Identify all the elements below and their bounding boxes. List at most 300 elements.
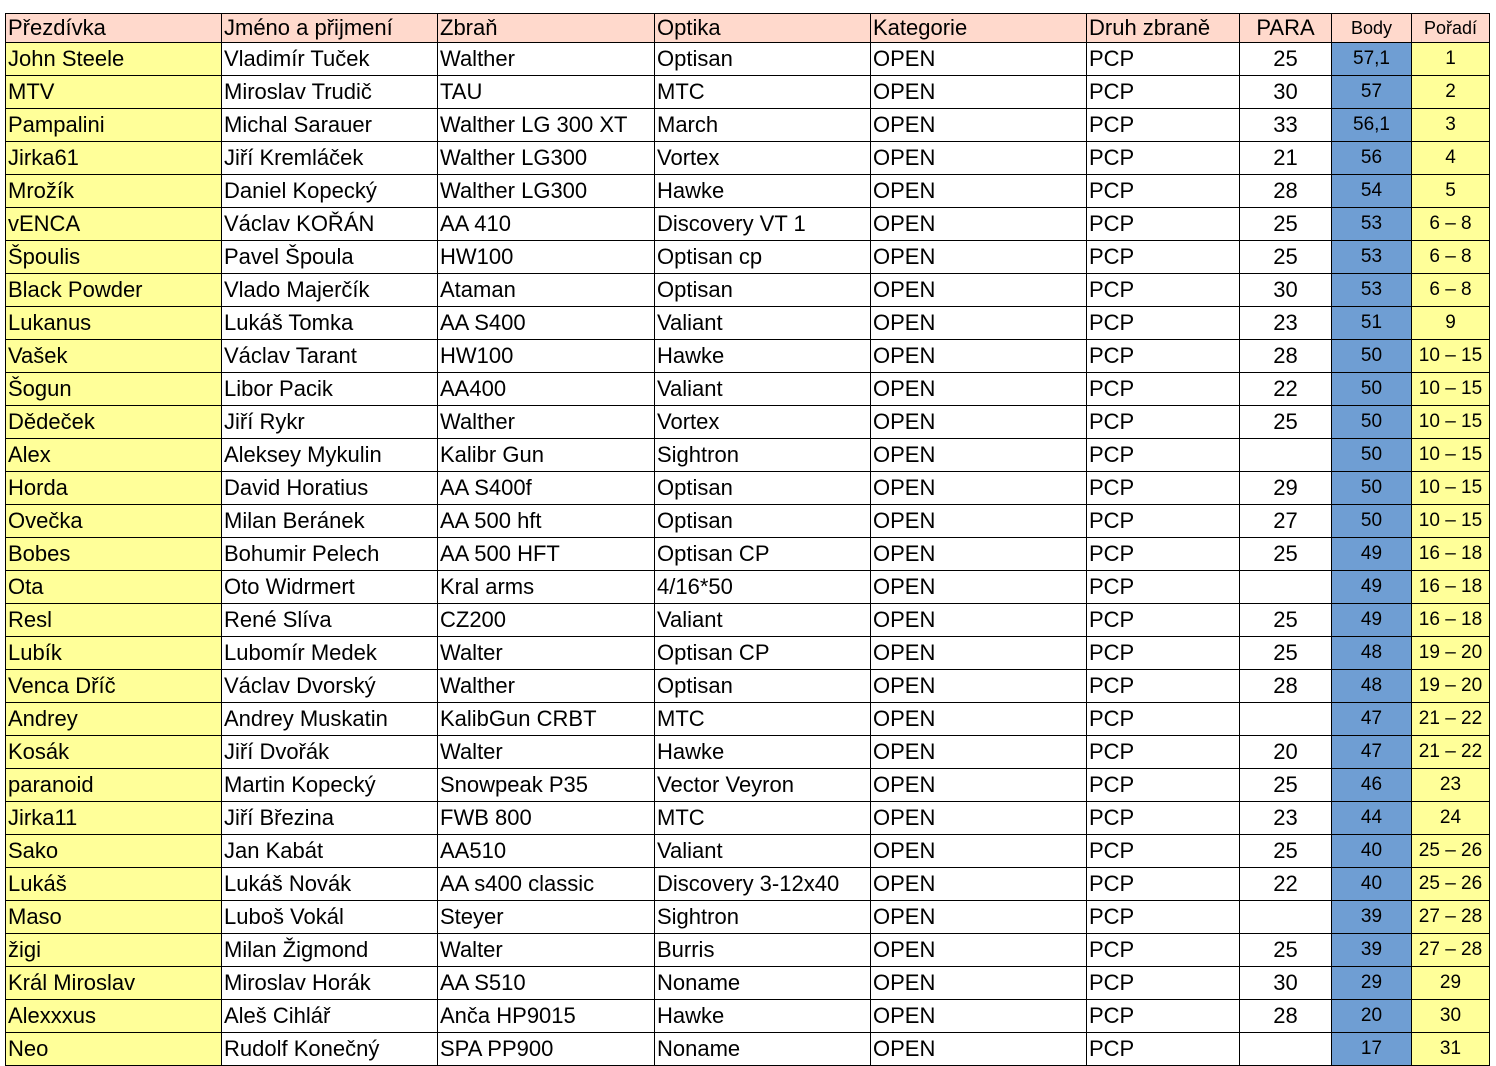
cell-rank[interactable]: 10 – 15 (1412, 406, 1490, 439)
cell-weapon-type[interactable]: PCP (1087, 802, 1240, 835)
cell-optics[interactable]: MTC (655, 802, 871, 835)
cell-category[interactable]: OPEN (871, 340, 1087, 373)
cell-rank[interactable]: 6 – 8 (1412, 208, 1490, 241)
cell-category[interactable]: OPEN (871, 439, 1087, 472)
cell-name[interactable]: Rudolf Konečný (222, 1033, 438, 1066)
cell-category[interactable]: OPEN (871, 670, 1087, 703)
cell-rank[interactable]: 4 (1412, 142, 1490, 175)
cell-optics[interactable]: Hawke (655, 175, 871, 208)
cell-optics[interactable]: Valiant (655, 373, 871, 406)
cell-nickname[interactable]: Maso (6, 901, 222, 934)
cell-name[interactable]: Pavel Špoula (222, 241, 438, 274)
cell-points[interactable]: 17 (1332, 1033, 1412, 1066)
cell-name[interactable]: Aleksey Mykulin (222, 439, 438, 472)
cell-optics[interactable]: Noname (655, 967, 871, 1000)
cell-optics[interactable]: Valiant (655, 307, 871, 340)
cell-optics[interactable]: Sightron (655, 901, 871, 934)
cell-name[interactable]: Michal Sarauer (222, 109, 438, 142)
cell-name[interactable]: Jiří Dvořák (222, 736, 438, 769)
cell-weapon-type[interactable]: PCP (1087, 241, 1240, 274)
cell-points[interactable]: 40 (1332, 835, 1412, 868)
cell-nickname[interactable]: Andrey (6, 703, 222, 736)
cell-points[interactable]: 50 (1332, 439, 1412, 472)
cell-rank[interactable]: 3 (1412, 109, 1490, 142)
cell-rank[interactable]: 10 – 15 (1412, 340, 1490, 373)
cell-nickname[interactable]: Venca Dříč (6, 670, 222, 703)
cell-rank[interactable]: 30 (1412, 1000, 1490, 1033)
cell-category[interactable]: OPEN (871, 802, 1087, 835)
cell-points[interactable]: 39 (1332, 934, 1412, 967)
cell-weapon[interactable]: Walter (438, 934, 655, 967)
cell-points[interactable]: 57,1 (1332, 43, 1412, 76)
cell-optics[interactable]: Vortex (655, 142, 871, 175)
cell-weapon-type[interactable]: PCP (1087, 538, 1240, 571)
header-name[interactable]: Jméno a přijmení (222, 14, 438, 43)
cell-category[interactable]: OPEN (871, 406, 1087, 439)
table-row (6, 175, 1490, 208)
cell-para[interactable]: 28 (1240, 1000, 1332, 1033)
cell-optics[interactable]: March (655, 109, 871, 142)
table-row (6, 274, 1490, 307)
cell-weapon-type[interactable]: PCP (1087, 769, 1240, 802)
cell-para[interactable]: 25 (1240, 637, 1332, 670)
cell-rank[interactable]: 6 – 8 (1412, 274, 1490, 307)
cell-points[interactable]: 53 (1332, 208, 1412, 241)
cell-para[interactable] (1240, 901, 1332, 934)
cell-category[interactable]: OPEN (871, 1033, 1087, 1066)
cell-rank[interactable]: 16 – 18 (1412, 604, 1490, 637)
cell-rank[interactable]: 27 – 28 (1412, 901, 1490, 934)
cell-weapon[interactable]: KalibGun CRBT (438, 703, 655, 736)
cell-optics[interactable]: Valiant (655, 604, 871, 637)
cell-points[interactable]: 57 (1332, 76, 1412, 109)
cell-weapon[interactable]: Walter (438, 736, 655, 769)
table-row (6, 967, 1490, 1000)
cell-category[interactable]: OPEN (871, 901, 1087, 934)
table-row (6, 142, 1490, 175)
cell-points[interactable]: 53 (1332, 241, 1412, 274)
cell-weapon[interactable]: SPA PP900 (438, 1033, 655, 1066)
cell-rank[interactable]: 29 (1412, 967, 1490, 1000)
cell-rank[interactable]: 27 – 28 (1412, 934, 1490, 967)
cell-category[interactable]: OPEN (871, 208, 1087, 241)
cell-category[interactable]: OPEN (871, 769, 1087, 802)
cell-nickname[interactable]: Bobes (6, 538, 222, 571)
cell-para[interactable]: 22 (1240, 868, 1332, 901)
cell-weapon-type[interactable]: PCP (1087, 505, 1240, 538)
cell-para[interactable]: 23 (1240, 307, 1332, 340)
cell-para[interactable] (1240, 439, 1332, 472)
cell-name[interactable]: Jiří Rykr (222, 406, 438, 439)
cell-points[interactable]: 46 (1332, 769, 1412, 802)
cell-nickname[interactable]: Ovečka (6, 505, 222, 538)
cell-optics[interactable]: Discovery VT 1 (655, 208, 871, 241)
cell-points[interactable]: 54 (1332, 175, 1412, 208)
cell-points[interactable]: 49 (1332, 538, 1412, 571)
cell-category[interactable]: OPEN (871, 538, 1087, 571)
cell-points[interactable]: 56,1 (1332, 109, 1412, 142)
cell-optics[interactable]: Optisan CP (655, 637, 871, 670)
cell-points[interactable]: 50 (1332, 406, 1412, 439)
cell-para[interactable]: 25 (1240, 835, 1332, 868)
cell-name[interactable]: Milan Beránek (222, 505, 438, 538)
cell-optics[interactable]: Optisan (655, 43, 871, 76)
cell-weapon-type[interactable]: PCP (1087, 670, 1240, 703)
cell-weapon[interactable]: Walther LG300 (438, 142, 655, 175)
cell-nickname[interactable]: Lubík (6, 637, 222, 670)
cell-para[interactable]: 25 (1240, 208, 1332, 241)
cell-optics[interactable]: Hawke (655, 340, 871, 373)
cell-weapon[interactable]: AA S400f (438, 472, 655, 505)
cell-rank[interactable]: 21 – 22 (1412, 736, 1490, 769)
cell-weapon-type[interactable]: PCP (1087, 175, 1240, 208)
cell-weapon[interactable]: HW100 (438, 241, 655, 274)
cell-nickname[interactable]: Jirka11 (6, 802, 222, 835)
cell-category[interactable]: OPEN (871, 1000, 1087, 1033)
cell-weapon[interactable]: Walther LG300 (438, 175, 655, 208)
cell-nickname[interactable]: Lukanus (6, 307, 222, 340)
cell-name[interactable]: Libor Pacik (222, 373, 438, 406)
cell-points[interactable]: 20 (1332, 1000, 1412, 1033)
cell-name[interactable]: Jiří Březina (222, 802, 438, 835)
cell-weapon-type[interactable]: PCP (1087, 373, 1240, 406)
cell-para[interactable]: 30 (1240, 967, 1332, 1000)
cell-weapon-type[interactable]: PCP (1087, 934, 1240, 967)
cell-weapon[interactable]: AA s400 classic (438, 868, 655, 901)
cell-nickname[interactable]: MTV (6, 76, 222, 109)
cell-name[interactable]: Lukáš Tomka (222, 307, 438, 340)
cell-optics[interactable]: MTC (655, 703, 871, 736)
cell-para[interactable] (1240, 1033, 1332, 1066)
cell-nickname[interactable]: Alexxxus (6, 1000, 222, 1033)
cell-nickname[interactable]: Vašek (6, 340, 222, 373)
cell-weapon[interactable]: Walther (438, 406, 655, 439)
cell-weapon-type[interactable]: PCP (1087, 472, 1240, 505)
header-rank[interactable]: Pořadí (1412, 14, 1490, 43)
cell-weapon[interactable]: Anča HP9015 (438, 1000, 655, 1033)
cell-weapon[interactable]: Walther LG 300 XT (438, 109, 655, 142)
cell-para[interactable]: 28 (1240, 670, 1332, 703)
cell-optics[interactable]: Burris (655, 934, 871, 967)
cell-weapon-type[interactable]: PCP (1087, 76, 1240, 109)
cell-optics[interactable]: Hawke (655, 736, 871, 769)
cell-category[interactable]: OPEN (871, 241, 1087, 274)
cell-name[interactable]: Bohumir Pelech (222, 538, 438, 571)
cell-rank[interactable]: 19 – 20 (1412, 637, 1490, 670)
cell-weapon-type[interactable]: PCP (1087, 571, 1240, 604)
cell-rank[interactable]: 6 – 8 (1412, 241, 1490, 274)
cell-optics[interactable]: MTC (655, 76, 871, 109)
cell-weapon-type[interactable]: PCP (1087, 307, 1240, 340)
cell-rank[interactable]: 9 (1412, 307, 1490, 340)
cell-nickname[interactable]: Ota (6, 571, 222, 604)
table-row (6, 703, 1490, 736)
cell-nickname[interactable]: vENCA (6, 208, 222, 241)
cell-category[interactable]: OPEN (871, 868, 1087, 901)
cell-points[interactable]: 51 (1332, 307, 1412, 340)
cell-optics[interactable]: Optisan CP (655, 538, 871, 571)
cell-weapon[interactable]: AA400 (438, 373, 655, 406)
cell-points[interactable]: 50 (1332, 505, 1412, 538)
cell-rank[interactable]: 23 (1412, 769, 1490, 802)
cell-weapon[interactable]: AA510 (438, 835, 655, 868)
cell-weapon-type[interactable]: PCP (1087, 736, 1240, 769)
cell-name[interactable]: Jan Kabát (222, 835, 438, 868)
cell-category[interactable]: OPEN (871, 373, 1087, 406)
cell-para[interactable]: 25 (1240, 604, 1332, 637)
header-weapon-type[interactable]: Druh zbraně (1087, 14, 1240, 43)
cell-para[interactable]: 25 (1240, 241, 1332, 274)
header-nickname[interactable]: Přezdívka (6, 14, 222, 43)
cell-para[interactable]: 27 (1240, 505, 1332, 538)
cell-category[interactable]: OPEN (871, 43, 1087, 76)
cell-para[interactable]: 21 (1240, 142, 1332, 175)
cell-weapon-type[interactable]: PCP (1087, 835, 1240, 868)
cell-points[interactable]: 48 (1332, 670, 1412, 703)
header-points[interactable]: Body (1332, 14, 1412, 43)
cell-weapon[interactable]: Walther (438, 43, 655, 76)
cell-points[interactable]: 56 (1332, 142, 1412, 175)
cell-weapon[interactable]: AA S400 (438, 307, 655, 340)
cell-nickname[interactable]: Kosák (6, 736, 222, 769)
cell-weapon[interactable]: AA 500 hft (438, 505, 655, 538)
cell-weapon-type[interactable]: PCP (1087, 868, 1240, 901)
cell-category[interactable]: OPEN (871, 604, 1087, 637)
cell-optics[interactable]: 4/16*50 (655, 571, 871, 604)
cell-optics[interactable]: Vortex (655, 406, 871, 439)
cell-weapon-type[interactable]: PCP (1087, 142, 1240, 175)
cell-nickname[interactable]: žigi (6, 934, 222, 967)
cell-nickname[interactable]: Black Powder (6, 274, 222, 307)
cell-points[interactable]: 29 (1332, 967, 1412, 1000)
cell-category[interactable]: OPEN (871, 175, 1087, 208)
cell-name[interactable]: Oto Widrmert (222, 571, 438, 604)
table-row (6, 538, 1490, 571)
cell-weapon[interactable]: TAU (438, 76, 655, 109)
cell-para[interactable]: 22 (1240, 373, 1332, 406)
cell-points[interactable]: 47 (1332, 736, 1412, 769)
table-row (6, 241, 1490, 274)
cell-rank[interactable]: 10 – 15 (1412, 472, 1490, 505)
cell-para[interactable]: 29 (1240, 472, 1332, 505)
cell-name[interactable]: Vladimír Tuček (222, 43, 438, 76)
cell-weapon-type[interactable]: PCP (1087, 703, 1240, 736)
cell-nickname[interactable]: Dědeček (6, 406, 222, 439)
cell-name[interactable]: René Slíva (222, 604, 438, 637)
cell-weapon-type[interactable]: PCP (1087, 1033, 1240, 1066)
cell-points[interactable]: 53 (1332, 274, 1412, 307)
cell-para[interactable]: 25 (1240, 769, 1332, 802)
cell-weapon-type[interactable]: PCP (1087, 340, 1240, 373)
cell-weapon[interactable]: Ataman (438, 274, 655, 307)
cell-name[interactable]: Václav Dvorský (222, 670, 438, 703)
cell-rank[interactable]: 19 – 20 (1412, 670, 1490, 703)
cell-rank[interactable]: 10 – 15 (1412, 373, 1490, 406)
cell-name[interactable]: Luboš Vokál (222, 901, 438, 934)
cell-optics[interactable]: Noname (655, 1033, 871, 1066)
cell-name[interactable]: Václav Tarant (222, 340, 438, 373)
cell-rank[interactable]: 2 (1412, 76, 1490, 109)
cell-points[interactable]: 47 (1332, 703, 1412, 736)
cell-para[interactable]: 25 (1240, 43, 1332, 76)
cell-name[interactable]: Vlado Majerčík (222, 274, 438, 307)
cell-points[interactable]: 39 (1332, 901, 1412, 934)
cell-weapon[interactable]: Steyer (438, 901, 655, 934)
cell-name[interactable]: Lukáš Novák (222, 868, 438, 901)
cell-optics[interactable]: Sightron (655, 439, 871, 472)
cell-weapon-type[interactable]: PCP (1087, 439, 1240, 472)
cell-name[interactable]: Andrey Muskatin (222, 703, 438, 736)
cell-weapon-type[interactable]: PCP (1087, 274, 1240, 307)
cell-name[interactable]: Miroslav Trudič (222, 76, 438, 109)
cell-nickname[interactable]: Král Miroslav (6, 967, 222, 1000)
cell-name[interactable]: Miroslav Horák (222, 967, 438, 1000)
cell-para[interactable]: 25 (1240, 406, 1332, 439)
cell-optics[interactable]: Optisan (655, 472, 871, 505)
cell-rank[interactable]: 31 (1412, 1033, 1490, 1066)
table-row (6, 43, 1490, 76)
cell-name[interactable]: Milan Žigmond (222, 934, 438, 967)
cell-para[interactable]: 30 (1240, 274, 1332, 307)
cell-optics[interactable]: Optisan (655, 274, 871, 307)
cell-para[interactable]: 25 (1240, 934, 1332, 967)
cell-name[interactable]: Martin Kopecký (222, 769, 438, 802)
cell-rank[interactable]: 16 – 18 (1412, 571, 1490, 604)
cell-weapon-type[interactable]: PCP (1087, 406, 1240, 439)
cell-optics[interactable]: Discovery 3-12x40 (655, 868, 871, 901)
cell-optics[interactable]: Optisan cp (655, 241, 871, 274)
cell-nickname[interactable]: Sako (6, 835, 222, 868)
cell-weapon[interactable]: Snowpeak P35 (438, 769, 655, 802)
cell-points[interactable]: 50 (1332, 340, 1412, 373)
header-optics[interactable]: Optika (655, 14, 871, 43)
cell-rank[interactable]: 21 – 22 (1412, 703, 1490, 736)
cell-para[interactable] (1240, 703, 1332, 736)
table-row (6, 901, 1490, 934)
cell-weapon[interactable]: HW100 (438, 340, 655, 373)
cell-points[interactable]: 50 (1332, 373, 1412, 406)
cell-weapon[interactable]: Walter (438, 637, 655, 670)
cell-para[interactable]: 30 (1240, 76, 1332, 109)
cell-optics[interactable]: Optisan (655, 670, 871, 703)
cell-rank[interactable]: 5 (1412, 175, 1490, 208)
cell-weapon-type[interactable]: PCP (1087, 967, 1240, 1000)
cell-nickname[interactable]: Neo (6, 1033, 222, 1066)
cell-weapon-type[interactable]: PCP (1087, 208, 1240, 241)
cell-category[interactable]: OPEN (871, 472, 1087, 505)
cell-name[interactable]: Aleš Cihlář (222, 1000, 438, 1033)
cell-category[interactable]: OPEN (871, 637, 1087, 670)
cell-category[interactable]: OPEN (871, 142, 1087, 175)
cell-name[interactable]: Lubomír Medek (222, 637, 438, 670)
table-row (6, 571, 1490, 604)
cell-category[interactable]: OPEN (871, 703, 1087, 736)
cell-optics[interactable]: Optisan (655, 505, 871, 538)
cell-category[interactable]: OPEN (871, 835, 1087, 868)
cell-points[interactable]: 50 (1332, 472, 1412, 505)
cell-category[interactable]: OPEN (871, 736, 1087, 769)
cell-weapon-type[interactable]: PCP (1087, 109, 1240, 142)
cell-category[interactable]: OPEN (871, 505, 1087, 538)
cell-name[interactable]: Jiří Kremláček (222, 142, 438, 175)
table-row (6, 868, 1490, 901)
cell-weapon[interactable]: AA 500 HFT (438, 538, 655, 571)
cell-category[interactable]: OPEN (871, 934, 1087, 967)
cell-para[interactable]: 28 (1240, 340, 1332, 373)
cell-points[interactable]: 49 (1332, 571, 1412, 604)
cell-rank[interactable]: 10 – 15 (1412, 439, 1490, 472)
table-row (6, 670, 1490, 703)
cell-rank[interactable]: 25 – 26 (1412, 868, 1490, 901)
cell-weapon[interactable]: AA S510 (438, 967, 655, 1000)
cell-weapon[interactable]: Kalibr Gun (438, 439, 655, 472)
cell-nickname[interactable]: Horda (6, 472, 222, 505)
cell-rank[interactable]: 1 (1412, 43, 1490, 76)
cell-nickname[interactable]: Lukáš (6, 868, 222, 901)
cell-weapon[interactable]: Walther (438, 670, 655, 703)
cell-points[interactable]: 44 (1332, 802, 1412, 835)
cell-weapon[interactable]: FWB 800 (438, 802, 655, 835)
cell-name[interactable]: David Horatius (222, 472, 438, 505)
cell-points[interactable]: 48 (1332, 637, 1412, 670)
cell-category[interactable]: OPEN (871, 967, 1087, 1000)
cell-para[interactable]: 25 (1240, 538, 1332, 571)
cell-rank[interactable]: 10 – 15 (1412, 505, 1490, 538)
cell-rank[interactable]: 24 (1412, 802, 1490, 835)
cell-para[interactable]: 20 (1240, 736, 1332, 769)
cell-optics[interactable]: Hawke (655, 1000, 871, 1033)
header-weapon[interactable]: Zbraň (438, 14, 655, 43)
cell-points[interactable]: 49 (1332, 604, 1412, 637)
cell-weapon[interactable]: AA 410 (438, 208, 655, 241)
cell-nickname[interactable]: Šogun (6, 373, 222, 406)
cell-nickname[interactable]: Pampalini (6, 109, 222, 142)
cell-weapon[interactable]: Kral arms (438, 571, 655, 604)
cell-weapon-type[interactable]: PCP (1087, 43, 1240, 76)
cell-weapon-type[interactable]: PCP (1087, 1000, 1240, 1033)
cell-para[interactable]: 23 (1240, 802, 1332, 835)
cell-nickname[interactable]: John Steele (6, 43, 222, 76)
cell-name[interactable]: Václav KOŘÁN (222, 208, 438, 241)
cell-weapon[interactable]: CZ200 (438, 604, 655, 637)
cell-nickname[interactable]: Špoulis (6, 241, 222, 274)
cell-weapon-type[interactable]: PCP (1087, 901, 1240, 934)
cell-para[interactable]: 33 (1240, 109, 1332, 142)
cell-optics[interactable]: Valiant (655, 835, 871, 868)
cell-nickname[interactable]: Resl (6, 604, 222, 637)
cell-category[interactable]: OPEN (871, 76, 1087, 109)
cell-weapon-type[interactable]: PCP (1087, 637, 1240, 670)
cell-category[interactable]: OPEN (871, 109, 1087, 142)
cell-nickname[interactable]: Alex (6, 439, 222, 472)
cell-nickname[interactable]: paranoid (6, 769, 222, 802)
header-para[interactable]: PARA (1240, 14, 1332, 43)
cell-category[interactable]: OPEN (871, 307, 1087, 340)
cell-para[interactable]: 28 (1240, 175, 1332, 208)
cell-para[interactable] (1240, 571, 1332, 604)
cell-rank[interactable]: 25 – 26 (1412, 835, 1490, 868)
cell-category[interactable]: OPEN (871, 571, 1087, 604)
cell-weapon-type[interactable]: PCP (1087, 604, 1240, 637)
cell-rank[interactable]: 16 – 18 (1412, 538, 1490, 571)
cell-name[interactable]: Daniel Kopecký (222, 175, 438, 208)
cell-nickname[interactable]: Jirka61 (6, 142, 222, 175)
cell-category[interactable]: OPEN (871, 274, 1087, 307)
cell-points[interactable]: 40 (1332, 868, 1412, 901)
header-category[interactable]: Kategorie (871, 14, 1087, 43)
cell-optics[interactable]: Vector Veyron (655, 769, 871, 802)
cell-nickname[interactable]: Mrožík (6, 175, 222, 208)
